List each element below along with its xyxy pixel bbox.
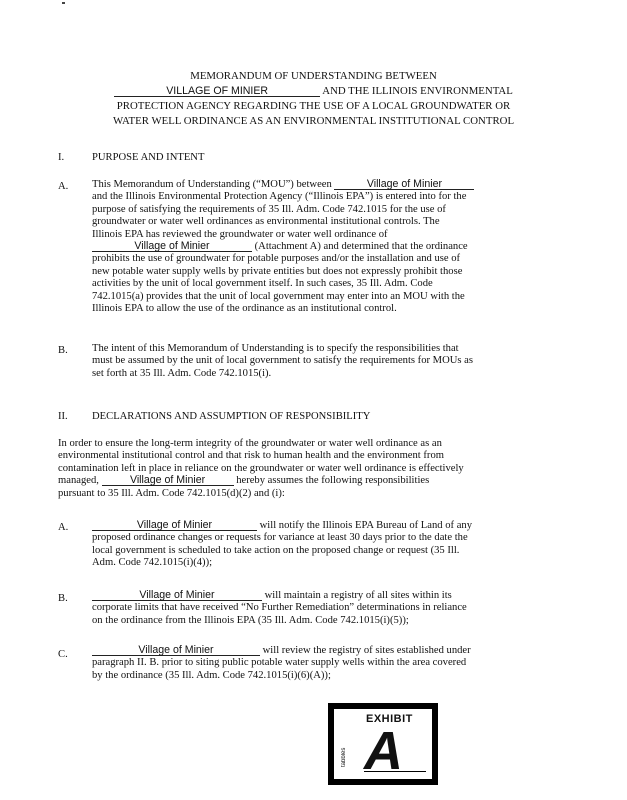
section-2-intro-last: pursuant to 35 Ill. Adm. Code 742.1015(d)(2) and (i):	[58, 487, 285, 499]
section-2-a-fill: Village of Minier	[92, 520, 257, 531]
section-1-a-line: prohibits the use of groundwater for potable purposes and/or the installation and use of	[92, 253, 461, 265]
section-1-a-line: groundwater or water well ordinances as environmental institutional controls. The	[92, 216, 440, 228]
section-1-a-first-line	[92, 179, 474, 191]
section-2-c-line: paragraph II. B. prior to siting public potable water supply wells within the area covered	[92, 657, 467, 669]
section-1-a-prefix: This Memorandum of Understanding (“MOU”) between	[92, 179, 332, 190]
section-2-b-fill: Village of Minier	[92, 590, 262, 601]
section-2-b-line: on the ordinance from the Illinois EPA (35 Ill. Adm. Code 742.1015(i)(5));	[92, 614, 409, 626]
section-1-a-ordinance-fill: Village of Minier	[92, 241, 252, 252]
section-2-intro-line: contamination left in place in reliance on the groundwater or water well ordinance is effectively	[58, 462, 464, 474]
section-2-managed-line	[58, 475, 464, 487]
section-2-a-line: proposed ordinance changes or requests for variance at least 30 days prior to the date the	[92, 532, 468, 544]
section-2-c-line: by the ordinance (35 Ill. Adm. Code 742.1015(i)(6)(A));	[92, 669, 331, 681]
exhibit-stamp	[328, 703, 438, 785]
section-1-b-paragraph	[92, 343, 473, 380]
section-1-a-line: activities by the unit of local government itself. In such cases, 35 Ill. Adm. Code	[92, 278, 433, 290]
section-2-intro-line: environmental institutional control and that risk to human health and the environment from	[58, 450, 444, 462]
section-2-c-fill: Village of Minier	[92, 645, 260, 656]
title-line-2-suffix: AND THE ILLINOIS ENVIRONMENTAL	[322, 85, 513, 97]
exhibit-stamp-word: EXHIBIT	[366, 713, 413, 725]
section-2-c-paragraph	[92, 645, 471, 682]
section-1-a-line: Illinois EPA has reviewed the groundwater or water well ordinance of	[92, 228, 388, 240]
title-line-3: PROTECTION AGENCY REGARDING THE USE OF A LOCAL GROUNDWATER OR	[116, 100, 511, 112]
section-1-b-label: B.	[58, 345, 68, 356]
section-1-b-line: must be assumed by the unit of local government to satisfy the requirements for MOUs as	[92, 355, 474, 367]
section-1-a-fill-line	[92, 241, 474, 253]
section-2-managed-prefix: managed,	[58, 475, 99, 487]
section-2-c-first: will review the registry of sites established under	[262, 645, 471, 656]
section-2-a-first-line	[92, 520, 472, 532]
section-2-b-first: will maintain a registry of all sites within its	[264, 590, 452, 601]
section-1-a-line: and the Illinois Environmental Protection Agency (“Illinois EPA”) is entered into for the	[92, 191, 467, 203]
memorandum-title	[40, 69, 587, 129]
section-1-b-line: set forth at 35 Ill. Adm. Code 742.1015(i).	[92, 367, 272, 379]
title-line-1: MEMORANDUM OF UNDERSTANDING BETWEEN	[190, 70, 437, 82]
section-1-heading: PURPOSE AND INTENT	[92, 152, 205, 163]
section-2-number: II.	[58, 411, 68, 422]
section-2-b-label: B.	[58, 593, 68, 604]
section-1-a-after-fill: (Attachment A) and determined that the ordinance	[254, 241, 468, 253]
section-2-b-line: corporate limits that have received “No Further Remediation” determinations in reliance	[92, 602, 467, 614]
section-1-b-line: The intent of this Memorandum of Understanding is to specify the responsibilities that	[92, 343, 459, 354]
section-2-a-line: Adm. Code 742.1015(i)(4));	[92, 557, 213, 569]
section-2-b-first-line	[92, 590, 467, 602]
section-2-a-label: A.	[58, 522, 69, 533]
title-line-4: WATER WELL ORDINANCE AS AN ENVIRONMENTAL INSTITUTIONAL CONTROL	[112, 115, 515, 127]
section-2-intro	[58, 438, 464, 500]
section-1-a-line: 742.1015(a) provides that the unit of local government may enter into an MOU with the	[92, 290, 465, 302]
scan-speck	[62, 2, 65, 4]
section-2-c-label: C.	[58, 649, 68, 660]
section-2-c-first-line	[92, 645, 471, 657]
section-2-b-paragraph	[92, 590, 467, 627]
title-party-fill: VILLAGE OF MINIER	[114, 86, 320, 97]
section-2-a-paragraph	[92, 520, 472, 570]
section-1-a-line: new potable water supply wells by private entities but does not expressly prohibit those	[92, 265, 463, 277]
section-1-a-line: Illinois EPA to allow the use of the ordinance as an institutional control.	[92, 303, 397, 315]
section-1-a-line: purpose of satisfying the requirements of 35 Ill. Adm. Code 742.1015 for the use of	[92, 203, 446, 215]
section-1-number: I.	[58, 152, 65, 163]
section-1-a-party-fill: Village of Minier	[334, 179, 474, 190]
title-line-2	[40, 84, 587, 99]
section-2-heading: DECLARATIONS AND ASSUMPTION OF RESPONSIBILITY	[92, 411, 371, 422]
section-2-intro-line: In order to ensure the long-term integrity of the groundwater or water well ordinance as an	[58, 438, 442, 449]
section-2-a-line: local government is scheduled to take action on the proposed change or request (35 Ill.	[92, 544, 460, 556]
section-1-a-paragraph	[92, 179, 474, 315]
exhibit-stamp-letter: A	[364, 721, 403, 781]
section-2-a-first: will notify the Illinois EPA Bureau of Land of any	[259, 520, 472, 531]
exhibit-stamp-underline	[364, 771, 426, 772]
section-1-a-label: A.	[58, 181, 69, 192]
exhibit-stamp-side-text: tabbles	[341, 747, 347, 767]
section-2-managed-fill: Village of Minier	[102, 475, 234, 486]
section-2-managed-suffix: hereby assumes the following responsibilities	[236, 475, 430, 487]
